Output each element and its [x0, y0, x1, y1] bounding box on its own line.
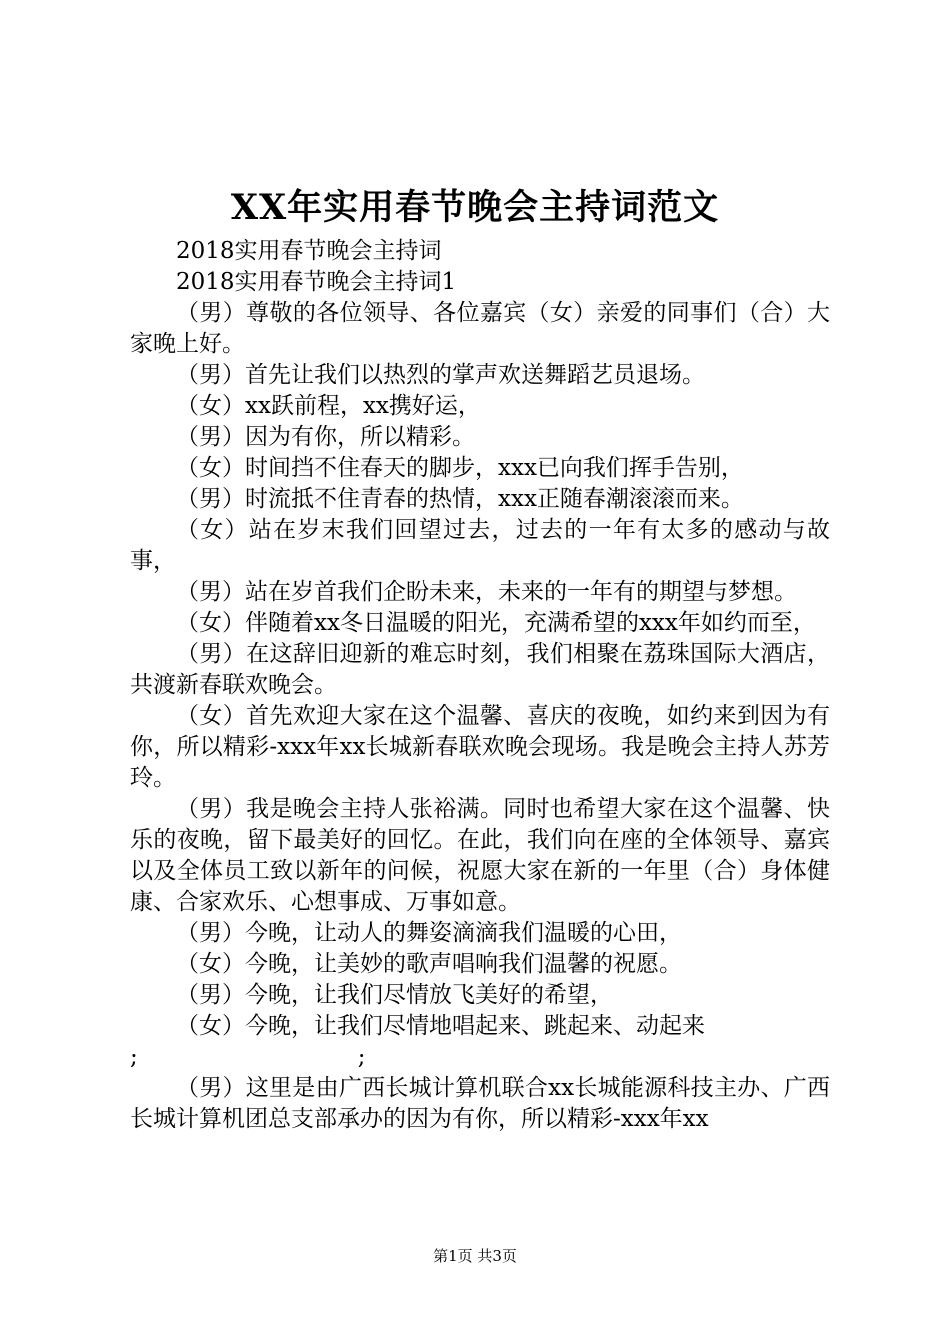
paragraph: （男）今晚，让动人的舞姿滴滴我们温暖的心田， [176, 920, 682, 946]
paragraph: （男）在这辞旧迎新的难忘时刻，我们相聚在荔珠国际大酒店，共渡新春联欢晚会。 [130, 641, 830, 698]
paragraph: （女）今晚，让美妙的歌声唱响我们温馨的祝愿。 [176, 951, 682, 977]
paragraph: （男）尊敬的各位领导、各位嘉宾（女）亲爱的同事们（合）大家晚上好。 [130, 300, 830, 357]
paragraph: （男）站在岁首我们企盼未来，未来的一年有的期望与梦想。 [176, 579, 797, 605]
paragraph: （女）站在岁末我们回望过去，过去的一年有太多的感动与故事， [130, 517, 830, 574]
semicolon-mark: ; [130, 1044, 138, 1070]
paragraph: （男）因为有你，所以精彩。 [176, 424, 475, 450]
paragraph: （女）首先欢迎大家在这个温馨、喜庆的夜晚，如约来到因为有你，所以精彩-xxx年xx长城新春联欢晚会现场。我是晚会主持人苏芳玲。 [130, 703, 830, 791]
paragraph: （男）这里是由广西长城计算机联合xx长城能源科技主办、广西长城计算机团总支部承办的因为有你，所以精彩-xxx年xx [130, 1075, 830, 1132]
subheading: 2018实用春节晚会主持词 [176, 238, 442, 264]
paragraph: （女）时间挡不住春天的脚步，xxx已向我们挥手告别， [176, 455, 744, 481]
paragraph: （女）伴随着xx冬日温暖的阳光，充满希望的xxx年如约而至， [176, 610, 816, 636]
paragraph: （女）xx跃前程，xx携好运， [176, 393, 481, 419]
semicolon-line [130, 1042, 830, 1073]
paragraph: （男）首先让我们以热烈的掌声欢送舞蹈艺员退场。 [176, 362, 705, 388]
semicolon-mark: ; [357, 1044, 366, 1070]
document-title: XX年实用春节晚会主持词范文 [230, 187, 720, 228]
paragraph: （男）我是晚会主持人张裕满。同时也希望大家在这个温馨、快乐的夜晚，留下最美好的回忆。在此，我们向在座的全体领导、嘉宾以及全体员工致以新年的问候，祝愿大家在新的一年里（合）身体健康、合家欢乐、心想事成、万事如意。 [130, 796, 830, 915]
paragraph: （男）今晚，让我们尽情放飞美好的希望， [176, 982, 613, 1008]
page-footer: 第1页 共3页 [433, 1247, 517, 1265]
document-body [130, 236, 830, 1135]
subheading: 2018实用春节晚会主持词1 [176, 269, 457, 295]
paragraph: （男）时流抵不住青春的热情，xxx正随春潮滚滚而来。 [176, 486, 744, 512]
paragraph: （女）今晚，让我们尽情地唱起来、跳起来、动起来 [176, 1013, 705, 1039]
